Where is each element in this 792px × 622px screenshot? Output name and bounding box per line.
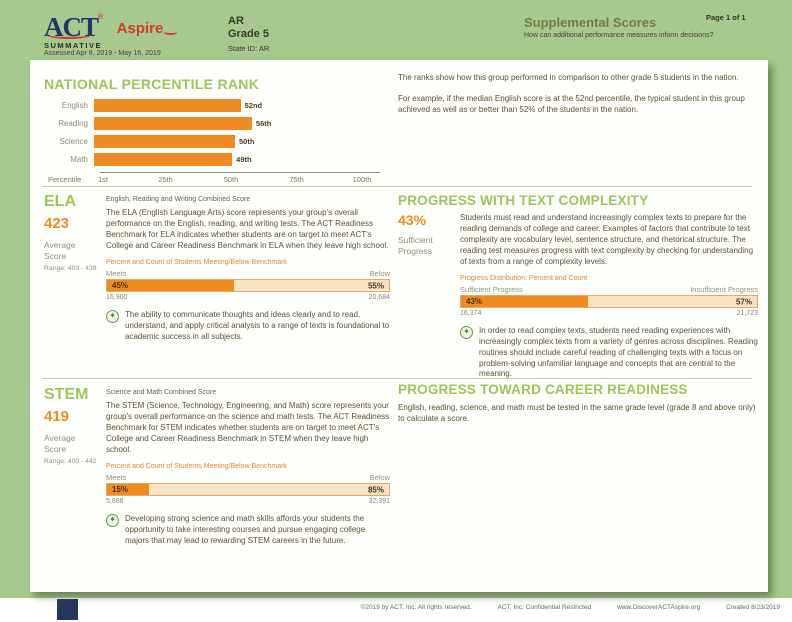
page-number: Page 1 of 1 [706,13,746,22]
ela-average-score: 423 [44,215,70,232]
grade-label: Grade 5 [228,28,269,40]
bar-value-label: 49th [236,154,252,164]
ela-bar-title: Percent and Count of Students Meeting/Below Benchmark [106,259,287,267]
sufficient-percent: 43% [466,297,483,307]
tick-label: 100th [352,175,372,184]
logo-swoosh-icon [46,30,92,39]
compass-star-icon: ✦ [460,326,473,339]
stem-note [106,514,390,546]
text-complexity-section [398,193,758,380]
sufficient-count: 16,374 [460,310,482,318]
chart-row-science [44,132,394,150]
ela-below-percent: 55% [367,281,384,291]
ela-note-text: The ability to communicate thoughts and ideas clearly and to read, understand, and apply critical analysis to a range of texts is foundational to academic success in all subjects. [125,310,390,341]
npr-note-2: For example, if the median English score is at the 52nd percentile, the typical student in this group achieved as well as or better than 52% of the students in the nation. [398,94,745,115]
ela-subtitle: English, Reading and Writing Combined Score [106,196,251,203]
category-label: Math [70,154,88,164]
stem-average-score: 419 [44,408,70,425]
text-complexity-note [460,326,758,380]
progress-bar-title: Progress Distribution: Percent and Count [460,275,588,283]
report-subtitle: How can additional performance measures inform decisions? [524,32,714,39]
chart-row-english [44,96,394,114]
footer-created-date: Created 8/23/2019 [726,604,780,611]
act-logo-text: ACT® [44,12,103,42]
footer [361,604,780,611]
percentile-bar-reading [94,117,252,130]
stem-below-label: Below [369,473,390,483]
stem-subtitle: Science and Math Combined Score [106,389,217,396]
ela-title: ELA [44,193,76,210]
ela-score-caption: Average Score [44,240,76,262]
stem-score-range: Range: 400 - 442 [44,458,97,466]
career-readiness-description: English, reading, science, and math must be tested in the same grade level (grade 8 and above only) to calculate a score. [398,403,756,424]
stem-meets-percent: 15% [112,485,129,495]
ela-description: The ELA (English Language Arts) score represents your group's overall performance on the English, reading, and writing tests. The ACT Readiness Benchmark for ELA indicates whether students are on target to meet ACT's College and Career Readiness Benchmark in ELA when they leave high school. [106,208,389,251]
bar-value-label: 52nd [244,100,263,110]
ela-below-label: Below [369,269,390,279]
text-complexity-title: PROGRESS WITH TEXT COMPLEXITY [398,193,649,208]
percentile-bar-science [94,135,235,148]
insufficient-label: Insufficient Progress [690,285,758,295]
compass-star-icon: ✦ [106,310,119,323]
stem-below-percent: 85% [367,485,384,495]
stem-note-text: Developing strong science and math skills affords your students the opportunity to take interesting courses and pursue engaging college majors that may lead to rewarding STEM careers in the future. [125,514,366,545]
stem-below-count: 32,391 [368,498,390,506]
act-aspire-logo [44,14,163,41]
insufficient-percent: 57% [735,297,752,307]
ela-note [106,310,390,342]
footer-website: www.DiscoverACTAspire.org [617,604,701,611]
stem-benchmark-bar [106,483,390,496]
sufficient-label: Sufficient Progress [460,285,523,295]
sufficient-progress-caption: Sufficient Progress [398,235,433,257]
stem-description: The STEM (Science, Technology, Engineering, and Math) score represents your group's overall performance on the science and math tests. The ACT Readiness Benchmark for STEM indicates whether students are on target to meet ACT's College and Career Readiness Benchmark in STEM when they leave high school. [106,401,390,455]
career-readiness-title: PROGRESS TOWARD CAREER READINESS [398,382,688,397]
insufficient-count: 21,723 [736,310,758,318]
tick-label: 75th [289,175,304,184]
compass-star-icon: ✦ [106,514,119,527]
x-axis-ticks [48,175,372,185]
tick-label: 25th [158,175,173,184]
sufficient-segment [461,296,588,307]
progress-distribution-bar [460,295,758,308]
axis-label: Percentile [48,175,82,184]
stem-meets-count: 5,688 [106,498,124,506]
footer-logo-block [57,599,78,620]
chart-row-reading [44,114,394,132]
stem-score-caption: Average Score [44,433,76,455]
percentile-bar-math [94,153,232,166]
registered-mark-icon: ® [98,14,103,21]
ela-benchmark-bar [106,279,390,292]
ela-below-count: 20,684 [368,294,390,302]
state-id: State ID: AR [228,44,270,53]
ela-meets-segment [107,280,234,291]
section-divider [42,186,752,187]
program-label: SUMMATIVE [44,41,102,50]
category-label: English [61,100,88,110]
ela-score-range: Range: 403 - 439 [44,265,97,273]
stem-meets-segment [107,484,149,495]
chart-row-math [44,150,394,168]
text-complexity-description: Students must read and understand increasingly complex texts to prepare for the reading demands of college and career. Examples of factors that contribute to text complexity are vocabulary level, sentence structure, and rhetorical structure. The reading test measures progress with text complexity by checking for understanding of texts from a range of complexity levels. [460,213,754,267]
section-divider [42,378,752,379]
npr-section-title: NATIONAL PERCENTILE RANK [44,76,260,92]
tick-label: 1st [98,175,109,184]
category-label: Science [59,136,88,146]
stem-title: STEM [44,386,89,403]
npr-explanation [398,72,754,126]
aspire-logo-text: Aspire [117,20,164,37]
ela-score-block [44,193,104,272]
percentile-bar-english [94,99,241,112]
stem-score-block [44,386,104,465]
ela-meets-percent: 45% [112,281,129,291]
bar-value-label: 50th [239,136,255,146]
sufficient-progress-percent: 43% [398,212,427,228]
x-axis-line [100,172,380,173]
stem-meets-label: Meets [106,473,127,483]
text-complexity-note-text: In order to read complex texts, students need reading experiences with increasingly complex texts from a variety of genres across disciplines. Reading routines should include careful reading of challenging texts with a focus on problem-solving unfamiliar language and concepts that are central to the meaning. [479,326,758,379]
content-panel [30,60,768,592]
organization-name: AR [228,15,244,27]
report-title: Supplemental Scores [524,15,657,30]
footer-confidential: ACT, Inc. Confidential Restricted [497,604,592,611]
ela-meets-count: 16,900 [106,294,128,302]
stem-bar-title: Percent and Count of Students Meeting/Below Benchmark [106,463,287,471]
category-label: Reading [58,118,88,128]
bar-value-label: 56th [255,118,272,128]
npr-note-1: The ranks show how this group performed in comparison to other grade 5 students in the nation. [398,73,739,82]
footer-copyright: ©2019 by ACT, Inc. All rights reserved. [360,604,472,611]
assessed-dates: Assessed Apr 8, 2019 - May 16, 2019 [44,50,161,57]
stem-main [106,389,390,547]
career-readiness-section [398,382,758,424]
percentile-chart [44,96,394,185]
ela-meets-label: Meets [106,269,127,279]
ela-main [106,196,390,343]
tick-label: 50th [223,175,239,184]
